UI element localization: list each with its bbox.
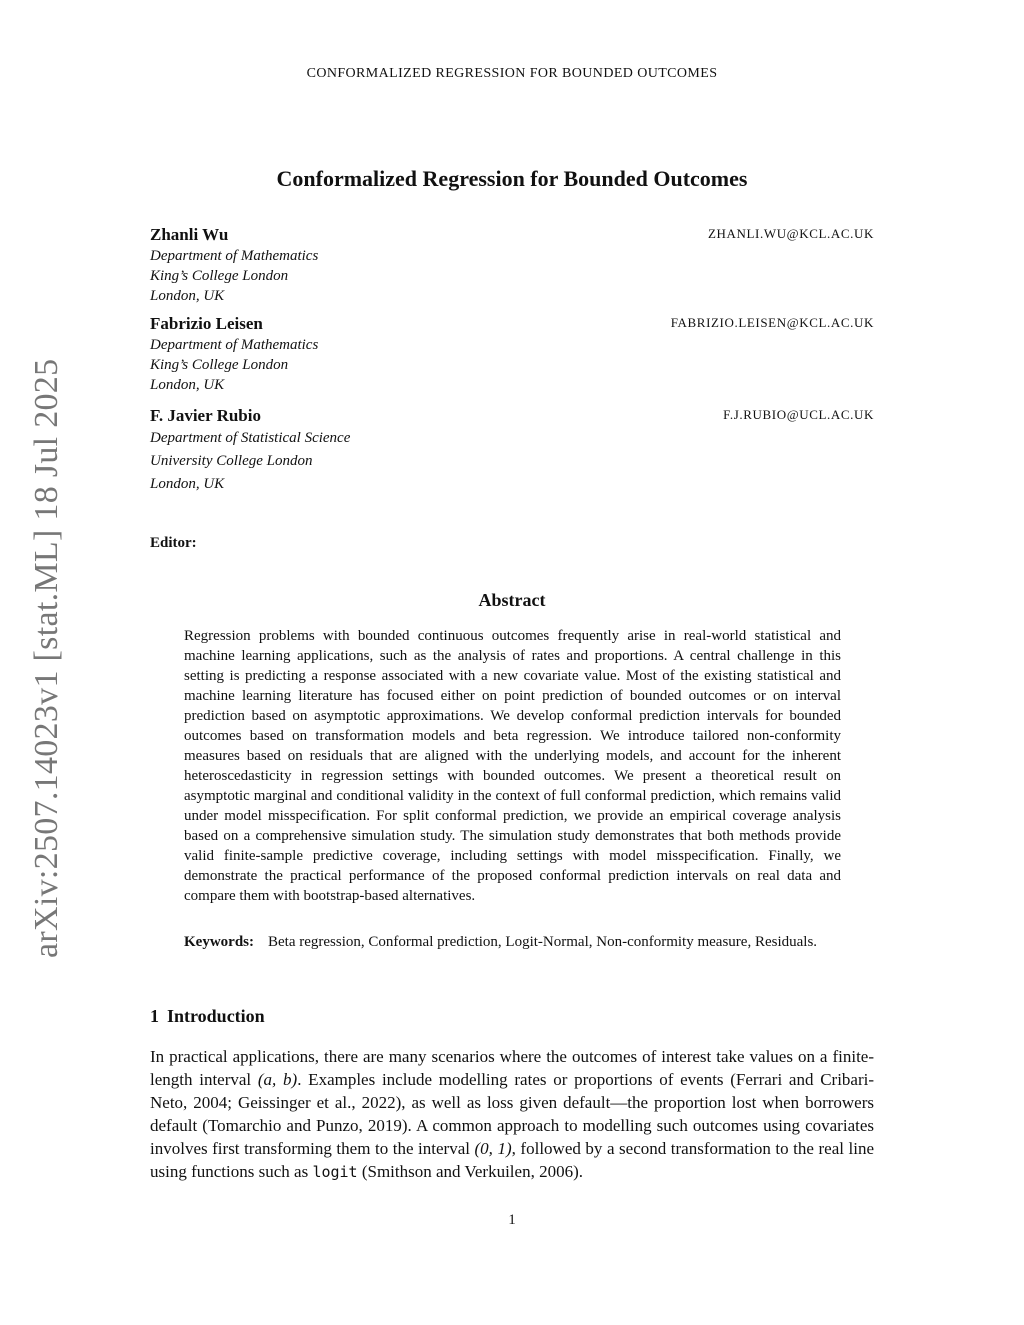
intro-text: , followed by a second transformation to the real line using functions such as <box>150 1139 874 1181</box>
author-location: London, UK <box>150 288 225 304</box>
keywords <box>184 932 841 952</box>
page-number: 1 <box>508 1212 516 1228</box>
keywords-text: Beta regression, Conformal prediction, Logit-Normal, Non-conformity measure, Residuals. <box>268 934 818 950</box>
author-name: Fabrizio Leisen <box>150 314 263 333</box>
author-email[interactable]: F.J.RUBIO@UCL.AC.UK <box>723 407 874 422</box>
editor-label: Editor: <box>150 535 197 551</box>
math-interval-ab: (a, b) <box>257 1070 298 1089</box>
author-department: Department of Mathematics <box>150 248 319 264</box>
author-institution: King’s College London <box>150 357 289 373</box>
arxiv-stamp[interactable]: arXiv:2507.14023v1 [stat.ML] 18 Jul 2025 <box>28 358 65 958</box>
section-number: 1 <box>150 1006 159 1026</box>
intro-text: (Smithson and Verkuilen, 2006). <box>357 1162 583 1181</box>
section-heading <box>150 1006 265 1027</box>
intro-text: . Examples include modelling rates or proportions of events (Ferrari and Cribari-Neto, 2004; Geissinger et al., 2022), as well as loss given default—the proportion lost when borrowers default (Tomarchio and Punzo, 2019). A common approach to modelling such outcomes using covariates involves first transforming them to the interval <box>150 1070 875 1158</box>
author-location: London, UK <box>150 377 225 393</box>
author-department: Department of Statistical Science <box>150 430 351 446</box>
author-name: F. Javier Rubio <box>150 406 261 425</box>
author-email[interactable]: FABRIZIO.LEISEN@KCL.AC.UK <box>670 315 874 330</box>
section-title: Introduction <box>167 1006 265 1026</box>
author-location: London, UK <box>150 476 225 492</box>
author-block <box>150 405 874 496</box>
author-institution: King’s College London <box>150 268 289 284</box>
paper-title: Conformalized Regression for Bounded Outcomes <box>276 166 748 191</box>
intro-text: In practical applications, there are many scenarios where the outcomes of interest take values on a finite-length interval <box>150 1047 874 1089</box>
abstract-heading: Abstract <box>478 590 546 610</box>
math-interval-01: (0, 1) <box>474 1139 512 1158</box>
running-head: CONFORMALIZED REGRESSION FOR BOUNDED OUTCOMES <box>306 66 718 81</box>
logit-code: logit <box>312 1163 358 1181</box>
author-institution: University College London <box>150 453 313 469</box>
abstract-body: Regression problems with bounded continuous outcomes frequently arise in real-world statistical and machine learning applications, such as the analysis of rates and proportions. A central challenge in this setting is predicting a response associated with a new covariate value. Most of the existing statistical and machine learning literature has focused either on point prediction of bounded outcomes or on interval prediction based on asymptotic approximations. We develop conformal prediction intervals for bounded outcomes based on transformation models and beta regression. We introduce tailored non-conformity measures based on residuals that are aligned with the underlying models, and account for the inherent heteroscedasticity in regression settings with bounded outcomes. We present a theoretical result on asymptotic marginal and conditional validity in the context of full conformal prediction, which remains valid under model misspecification. For split conformal prediction, we provide an empirical coverage analysis based on a comprehensive simulation study. The simulation study demonstrates that both methods provide valid finite-sample predictive coverage, including settings with model misspecification. Finally, we demonstrate the practical performance of the proposed conformal prediction intervals on real data and compare them with bootstrap-based alternatives. <box>184 628 841 904</box>
author-department: Department of Mathematics <box>150 337 319 353</box>
intro-paragraph <box>150 1045 874 1184</box>
author-block <box>150 313 874 395</box>
author-name: Zhanli Wu <box>150 225 229 244</box>
author-block <box>150 224 874 306</box>
author-email[interactable]: ZHANLI.WU@KCL.AC.UK <box>708 226 874 241</box>
keywords-label: Keywords: <box>184 934 254 950</box>
